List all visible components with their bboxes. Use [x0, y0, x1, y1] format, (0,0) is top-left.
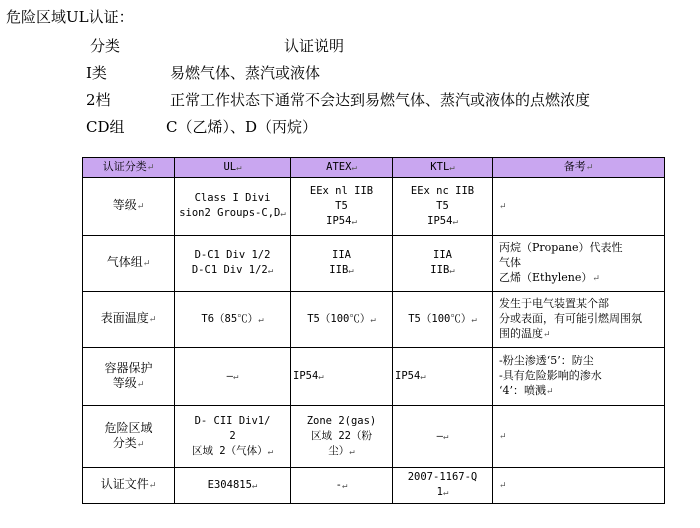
cell-line: IIB↵: [329, 264, 354, 276]
header-cert-category: 认证分类↵: [83, 158, 175, 178]
cell-line: EEx nc IIB: [410, 184, 475, 197]
table-row: [83, 468, 665, 504]
cell-ktl: [393, 348, 493, 406]
cell-line: ↵: [499, 481, 507, 491]
cell-atex: [291, 178, 393, 236]
cell-line: IIA: [332, 249, 351, 261]
cell-ul: [175, 292, 291, 348]
cell-line: sion2 Groups-C,D↵: [179, 207, 286, 219]
cell-line: T5（100℃）↵: [408, 312, 477, 325]
cell-line: —↵: [436, 429, 449, 442]
cell-line: 发生于电气装置某个部: [499, 297, 609, 310]
intro-desc: C（乙烯）、D（丙烷）: [166, 118, 318, 136]
cell-ul: [175, 468, 291, 504]
header-ktl: KTL↵: [393, 158, 493, 178]
cell-line: T6（85℃）↵: [201, 312, 264, 325]
cell-ul: [175, 236, 291, 292]
cell-line: 认证文件↵: [100, 477, 157, 491]
intro-desc: 易燃气体、蒸汽或液体: [170, 64, 321, 82]
cell-line: —↵: [226, 369, 239, 382]
header-atex: ATEX↵: [291, 158, 393, 178]
cell-line: 分类↵: [112, 435, 145, 450]
intro-desc: 正常工作状态下通常不会达到易燃气体、蒸汽或液体的点燃浓度: [170, 91, 591, 109]
cell-line: Class I Divi: [194, 192, 271, 204]
cell-line: EEx nl IIB: [309, 184, 374, 197]
cell-ktl: [393, 178, 493, 236]
row-label: [83, 468, 175, 504]
page-heading: 危险区域UL认证：: [6, 8, 134, 26]
cell-line: IP54↵: [395, 369, 426, 382]
cell-line: 丙烷（Propane）代表性: [499, 241, 623, 254]
cell-line: 气体: [499, 256, 521, 269]
cell-line: 分或表面，有可能引燃周围氛: [499, 312, 642, 325]
cell-line: IP54↵: [326, 214, 357, 227]
cell-atex: [291, 292, 393, 348]
cell-line: D-C1 Div 1/2↵: [191, 264, 274, 276]
intro-key: I类: [86, 64, 107, 82]
row-label: [83, 236, 175, 292]
row-label: [83, 178, 175, 236]
cell-line: 尘）↵: [328, 444, 355, 457]
cell-ktl: [393, 406, 493, 468]
cell-line: T5（100℃）↵: [307, 312, 376, 325]
intro-col2-header: 认证说明: [284, 37, 345, 55]
cell-atex: [291, 236, 393, 292]
certification-table: [82, 157, 665, 504]
row-label: [83, 292, 175, 348]
cell-line: -具有危险影响的渗水: [499, 369, 602, 382]
cell-remarks: [493, 178, 665, 236]
cell-atex: [291, 468, 393, 504]
row-label: [83, 406, 175, 468]
cell-line: IP54↵: [293, 369, 324, 382]
cell-line: IIA: [433, 249, 452, 261]
cell-remarks: [493, 406, 665, 468]
cell-line: D- CII Div1/: [194, 414, 271, 427]
cell-remarks: [493, 236, 665, 292]
cell-line: D-C1 Div 1/2: [194, 249, 271, 261]
table-row: [83, 348, 665, 406]
cell-line: IP54↵: [427, 214, 458, 227]
cell-line: T5: [335, 199, 348, 212]
table-row: [83, 236, 665, 292]
cell-line: -↵: [335, 478, 348, 491]
cell-ktl: [393, 292, 493, 348]
cell-atex: [291, 406, 393, 468]
cell-line: E304815↵: [207, 478, 258, 491]
cell-line: IIB↵: [430, 264, 455, 276]
cell-line: 容器保护: [104, 360, 153, 375]
cell-ul: [175, 406, 291, 468]
cell-line: 危险区域: [104, 420, 153, 435]
header-ul: UL↵: [175, 158, 291, 178]
table-row: [83, 178, 665, 236]
cell-line: 乙烯（Ethylene）↵: [499, 271, 600, 284]
cell-line: 1↵: [436, 486, 449, 498]
cell-line: 气体组↵: [106, 255, 151, 269]
cell-line: 区域 22（粉: [311, 429, 372, 442]
cell-line: ‘4’：喷溅↵: [499, 384, 554, 397]
cell-ktl: [393, 236, 493, 292]
cell-line: 2007-1167-Q: [407, 471, 478, 483]
row-label: [83, 348, 175, 406]
cell-ktl: [393, 468, 493, 504]
cell-line: 围的温度↵: [499, 327, 551, 340]
cell-atex: [291, 348, 393, 406]
cell-line: 2: [229, 429, 236, 442]
intro-col1-header: 分类: [90, 37, 121, 55]
cell-line: ↵: [499, 202, 507, 212]
table-row: [83, 292, 665, 348]
cell-line: Zone 2(gas): [306, 414, 377, 427]
cell-line: -粉尘渗透‘5’：防尘: [499, 354, 594, 367]
cell-remarks: [493, 348, 665, 406]
cell-line: 等级↵: [112, 198, 145, 212]
cell-remarks: [493, 468, 665, 504]
cell-line: T5: [436, 199, 449, 212]
intro-key: 2档: [86, 91, 111, 109]
cell-line: 区域 2（气体）↵: [191, 444, 274, 457]
cell-ul: [175, 348, 291, 406]
cell-line: ↵: [499, 432, 507, 442]
cell-line: 表面温度↵: [100, 311, 157, 325]
intro-key: CD组: [86, 118, 125, 136]
cell-line: 等级↵: [112, 375, 145, 390]
table-header-row: [83, 158, 665, 178]
header-remarks: 备考↵: [493, 158, 665, 178]
cell-remarks: [493, 292, 665, 348]
cell-ul: [175, 178, 291, 236]
table-row: [83, 406, 665, 468]
